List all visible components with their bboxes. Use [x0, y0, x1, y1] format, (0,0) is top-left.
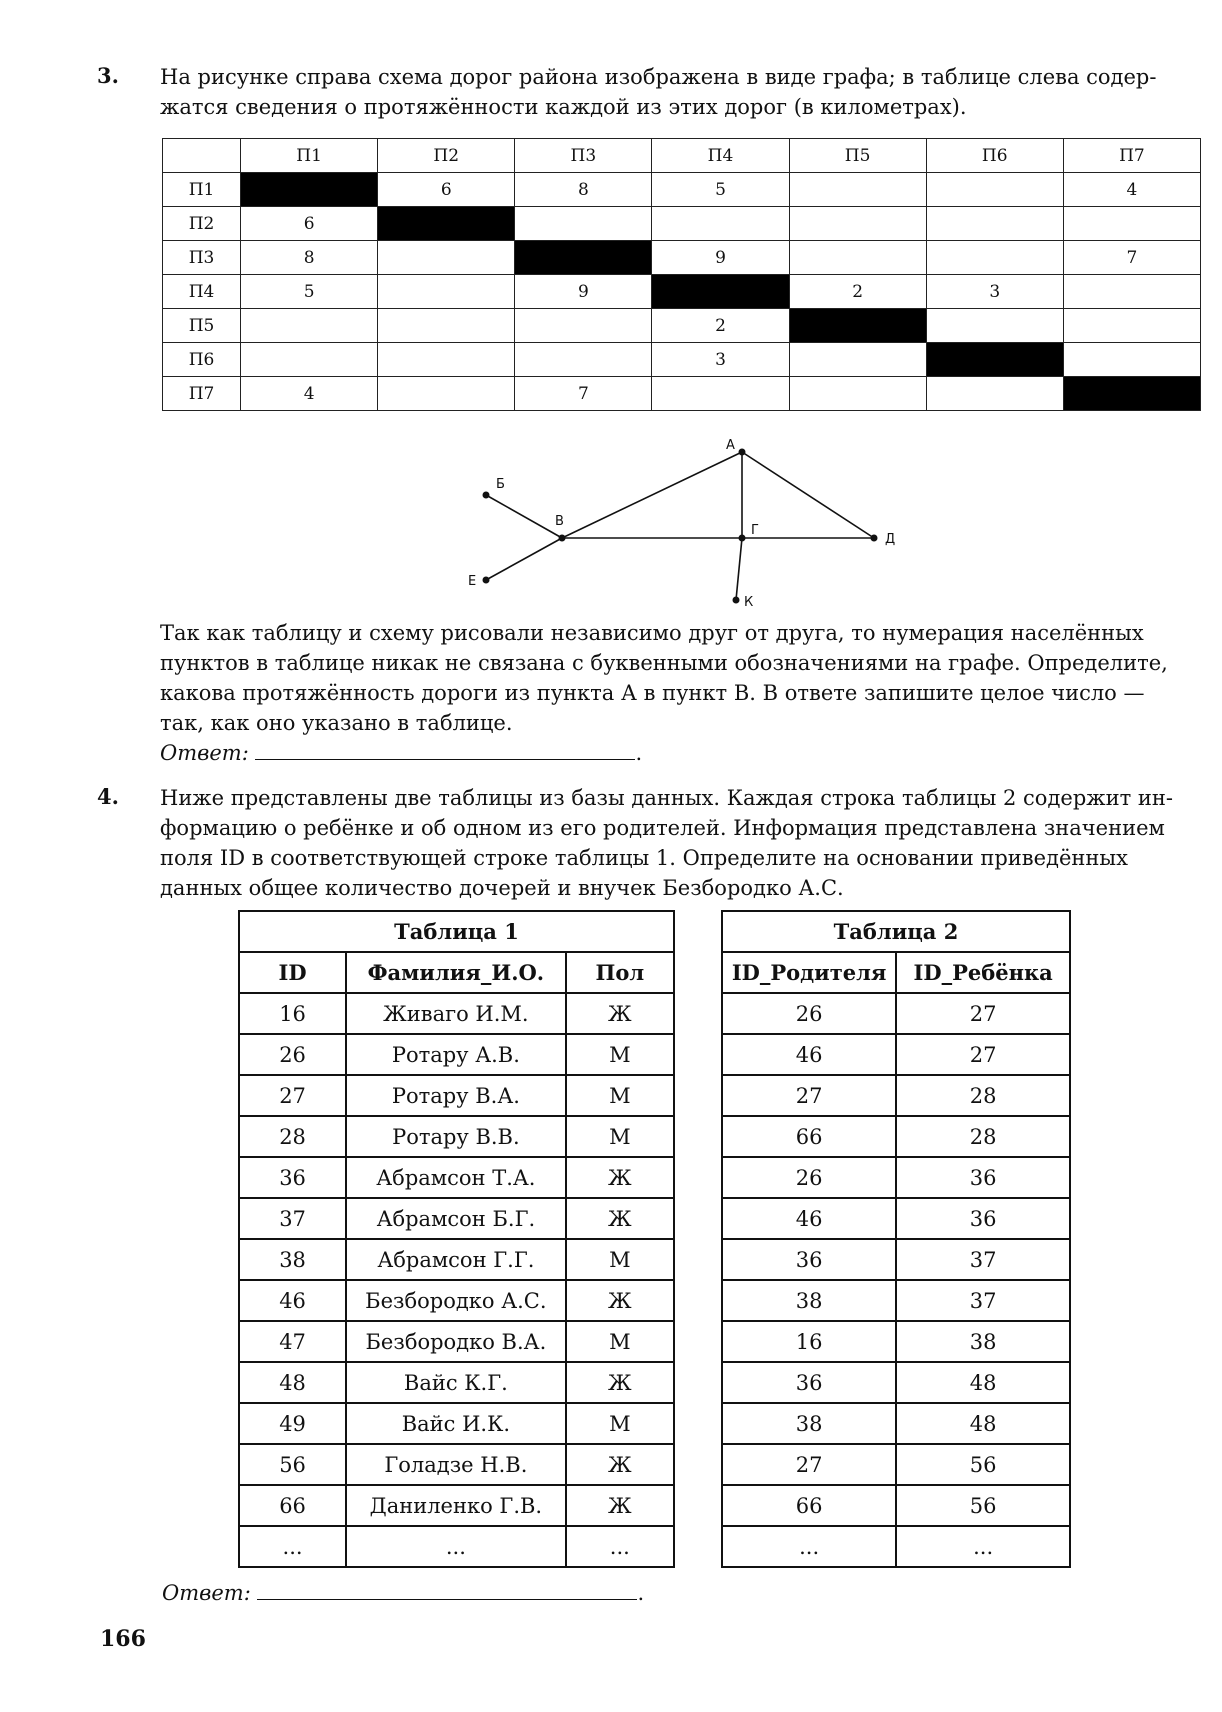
table2-cell: 56: [896, 1485, 1070, 1526]
distance-table-row: [163, 275, 1201, 309]
table-row: [239, 1157, 674, 1198]
distance-table-row: [163, 173, 1201, 207]
distance-table-cell: 6: [241, 207, 378, 241]
table1-cell: 37: [239, 1198, 346, 1239]
table1-cell: 49: [239, 1403, 346, 1444]
distance-table-diagonal-cell: [789, 309, 926, 343]
table1-cell: Безбородко В.А.: [346, 1321, 566, 1362]
table1-cell: Ротару В.В.: [346, 1116, 566, 1157]
node-G-label: Г: [751, 523, 759, 538]
edge-A-D: [742, 452, 874, 538]
distance-table-row-header: П1: [163, 173, 241, 207]
distance-table-row: [163, 207, 1201, 241]
distance-table-row-header: П3: [163, 241, 241, 275]
node-K-label: К: [744, 595, 754, 610]
node-E-label: Е: [468, 574, 477, 589]
distance-table-cell: [789, 343, 926, 377]
table1-cell: Абрамсон Б.Г.: [346, 1198, 566, 1239]
task4-answer: Ответ: .: [162, 1581, 645, 1605]
task4-intro-line: данных общее количество дочерей и внучек Безбородко А.С.: [160, 876, 844, 900]
distance-table-diagonal-cell: [926, 343, 1063, 377]
distance-table-cell: 5: [241, 275, 378, 309]
node-A: [739, 449, 746, 456]
table1-cell: Вайс К.Г.: [346, 1362, 566, 1403]
table-row: [722, 1157, 1070, 1198]
table2-col-header: ID_Ребёнка: [896, 952, 1070, 993]
table1-cell: Безбородко А.С.: [346, 1280, 566, 1321]
distance-table-row-header: П4: [163, 275, 241, 309]
table2-cell: ...: [896, 1526, 1070, 1567]
distance-table-cell: [515, 343, 652, 377]
table1-cell: Вайс И.К.: [346, 1403, 566, 1444]
table-row: [239, 1239, 674, 1280]
table1-cell: М: [566, 1321, 674, 1362]
table1-header-row: [239, 952, 674, 993]
edge-B-V: [486, 495, 562, 538]
table2-cell: 28: [896, 1075, 1070, 1116]
table1-cell: 66: [239, 1485, 346, 1526]
task3-question-line: так, как оно указано в таблице.: [160, 711, 513, 735]
table1: [238, 910, 675, 1568]
table1-cell: Ж: [566, 1280, 674, 1321]
table2-cell: 27: [722, 1075, 896, 1116]
table1-cell: Абрамсон Г.Г.: [346, 1239, 566, 1280]
table2-cell: 48: [896, 1403, 1070, 1444]
distance-table-col-header: П7: [1063, 139, 1200, 173]
table1-cell: Голадзе Н.В.: [346, 1444, 566, 1485]
table-row: [722, 993, 1070, 1034]
distance-table: [162, 138, 1201, 411]
node-A-label: А: [726, 438, 735, 453]
task4-number: 4.: [97, 784, 119, 809]
table1-col-header: Пол: [566, 952, 674, 993]
table-row: [239, 993, 674, 1034]
distance-table-row: [163, 309, 1201, 343]
table2-cell: 56: [896, 1444, 1070, 1485]
distance-table-row: [163, 377, 1201, 411]
task3-intro-line: На рисунке справа схема дорог района изображена в виде графа; в таблице слева содер-: [160, 65, 1157, 89]
distance-table-cell: [652, 207, 789, 241]
road-graph: [440, 430, 920, 610]
table1-cell: Абрамсон Т.А.: [346, 1157, 566, 1198]
table1-cell: Ж: [566, 993, 674, 1034]
distance-table-corner: [163, 139, 241, 173]
distance-table-col-header: П1: [241, 139, 378, 173]
table1-cell: 38: [239, 1239, 346, 1280]
table2-cell: 46: [722, 1034, 896, 1075]
distance-table-cell: 3: [926, 275, 1063, 309]
distance-table-col-header: П5: [789, 139, 926, 173]
table1-cell: Ж: [566, 1198, 674, 1239]
table1-cell: ...: [239, 1526, 346, 1567]
distance-table-cell: 4: [1063, 173, 1200, 207]
distance-table-cell: [515, 309, 652, 343]
task3-intro-line: жатся сведения о протяжённости каждой из этих дорог (в километрах).: [160, 95, 967, 119]
table2-cell: 36: [722, 1362, 896, 1403]
table-row: [722, 1403, 1070, 1444]
distance-table-diagonal-cell: [1063, 377, 1200, 411]
distance-table-cell: 9: [515, 275, 652, 309]
distance-table-cell: [378, 241, 515, 275]
distance-table-cell: 5: [652, 173, 789, 207]
distance-table-cell: 7: [1063, 241, 1200, 275]
distance-table-diagonal-cell: [515, 241, 652, 275]
node-V: [559, 535, 566, 542]
table-row: [722, 1198, 1070, 1239]
table2-cell: 36: [896, 1157, 1070, 1198]
table2-cell: 66: [722, 1116, 896, 1157]
node-D: [871, 535, 878, 542]
distance-table-diagonal-cell: [652, 275, 789, 309]
table-row: [722, 1444, 1070, 1485]
table-row: [239, 1198, 674, 1239]
task4-intro-line: поля ID в соответствующей строке таблицы 1. Определите на основании приведённых: [160, 846, 1128, 870]
distance-table-cell: 6: [378, 173, 515, 207]
table2-header-row: [722, 952, 1070, 993]
node-E: [483, 577, 490, 584]
table2-cell: 36: [722, 1239, 896, 1280]
node-D-label: Д: [885, 532, 896, 547]
table-row: [239, 1403, 674, 1444]
task3-question-line: какова протяжённость дороги из пункта А в пункт В. В ответе запишите целое число —: [160, 681, 1145, 705]
table2-cell: 38: [722, 1403, 896, 1444]
edge-A-V: [562, 452, 742, 538]
distance-table-cell: [789, 173, 926, 207]
distance-table-cell: 2: [789, 275, 926, 309]
table1-cell: Ротару А.В.: [346, 1034, 566, 1075]
table1-cell: 26: [239, 1034, 346, 1075]
table1-cell: 47: [239, 1321, 346, 1362]
distance-table-col-header: П4: [652, 139, 789, 173]
task3-question-line: пунктов в таблице никак не связана с буквенными обозначениями на графе. Определите,: [160, 651, 1168, 675]
table1-title: Таблица 1: [239, 911, 674, 952]
table1-cell: 48: [239, 1362, 346, 1403]
table1-cell: Ротару В.А.: [346, 1075, 566, 1116]
distance-table-cell: 8: [515, 173, 652, 207]
distance-table-cell: [926, 207, 1063, 241]
table-row: [722, 1280, 1070, 1321]
table1-cell: Даниленко Г.В.: [346, 1485, 566, 1526]
table2-cell: 37: [896, 1280, 1070, 1321]
distance-table-cell: [1063, 343, 1200, 377]
distance-table-row-header: П5: [163, 309, 241, 343]
table-row: [239, 1485, 674, 1526]
task4-intro-line: формацию о ребёнке и об одном из его родителей. Информация представлена значением: [160, 816, 1165, 840]
distance-table-col-header: П6: [926, 139, 1063, 173]
table1-cell: 36: [239, 1157, 346, 1198]
distance-table-cell: [926, 309, 1063, 343]
table-row: [239, 1321, 674, 1362]
distance-table-diagonal-cell: [378, 207, 515, 241]
task4-intro-line: Ниже представлены две таблицы из базы данных. Каждая строка таблицы 2 содержит ин-: [160, 786, 1173, 810]
distance-table-row-header: П2: [163, 207, 241, 241]
table-row: [722, 1321, 1070, 1362]
table1-cell: ...: [346, 1526, 566, 1567]
table2-cell: 38: [896, 1321, 1070, 1362]
table1-cell: М: [566, 1075, 674, 1116]
task3-answer: Ответ: .: [160, 741, 643, 765]
table2-cell: 27: [896, 1034, 1070, 1075]
table1-cell: М: [566, 1116, 674, 1157]
table-row: [239, 1444, 674, 1485]
table2-title: Таблица 2: [722, 911, 1070, 952]
table2-cell: 36: [896, 1198, 1070, 1239]
table2-cell: 27: [722, 1444, 896, 1485]
table-row: [722, 1485, 1070, 1526]
distance-table-cell: 7: [515, 377, 652, 411]
table1-cell: 56: [239, 1444, 346, 1485]
distance-table-cell: [789, 241, 926, 275]
distance-table-cell: 3: [652, 343, 789, 377]
distance-table-header-row: [163, 139, 1201, 173]
distance-table-cell: [378, 343, 515, 377]
table1-cell: М: [566, 1239, 674, 1280]
edge-E-V: [486, 538, 562, 580]
distance-table-row-header: П6: [163, 343, 241, 377]
task3-intro: [160, 62, 1200, 122]
table-row: [722, 1526, 1070, 1567]
table2-cell: 16: [722, 1321, 896, 1362]
node-B-label: Б: [496, 477, 505, 492]
page-number: 166: [100, 1626, 146, 1652]
table-row: [722, 1362, 1070, 1403]
table2-cell: 26: [722, 1157, 896, 1198]
task3-number: 3.: [97, 63, 119, 88]
distance-table-cell: [1063, 309, 1200, 343]
answer-label: Ответ:: [162, 1581, 251, 1605]
node-G: [739, 535, 746, 542]
table1-cell: Ж: [566, 1362, 674, 1403]
table2-cell: 26: [722, 993, 896, 1034]
distance-table-row: [163, 343, 1201, 377]
node-B: [483, 492, 490, 499]
table1-cell: М: [566, 1034, 674, 1075]
table2-cell: 46: [722, 1198, 896, 1239]
distance-table-cell: [515, 207, 652, 241]
distance-table-cell: [1063, 207, 1200, 241]
task3-question-line: Так как таблицу и схему рисовали независимо друг от друга, то нумерация населённых: [160, 621, 1144, 645]
table-row: [239, 1034, 674, 1075]
table-row: [239, 1116, 674, 1157]
distance-table-diagonal-cell: [241, 173, 378, 207]
table1-cell: 16: [239, 993, 346, 1034]
table2-col-header: ID_Родителя: [722, 952, 896, 993]
table2: [721, 910, 1071, 1568]
table-row: [239, 1075, 674, 1116]
distance-table-cell: 4: [241, 377, 378, 411]
table1-cell: 46: [239, 1280, 346, 1321]
table2-cell: 27: [896, 993, 1070, 1034]
table1-cell: 28: [239, 1116, 346, 1157]
task3-question: [160, 618, 1200, 738]
table-row: [239, 1526, 674, 1567]
table1-cell: М: [566, 1403, 674, 1444]
table1-col-header: ID: [239, 952, 346, 993]
distance-table-cell: 8: [241, 241, 378, 275]
table2-cell: 28: [896, 1116, 1070, 1157]
table2-cell: 37: [896, 1239, 1070, 1280]
distance-table-cell: [1063, 275, 1200, 309]
edge-G-K: [736, 538, 742, 600]
table2-cell: 48: [896, 1362, 1070, 1403]
distance-table-cell: [378, 377, 515, 411]
answer-field[interactable]: [255, 741, 635, 760]
distance-table-cell: [789, 377, 926, 411]
distance-table-cell: [652, 377, 789, 411]
distance-table-col-header: П2: [378, 139, 515, 173]
task4-intro: [160, 783, 1200, 903]
table1-cell: Ж: [566, 1444, 674, 1485]
table1-cell: ...: [566, 1526, 674, 1567]
distance-table-cell: [926, 377, 1063, 411]
table1-col-header: Фамилия_И.О.: [346, 952, 566, 993]
distance-table-cell: [789, 207, 926, 241]
table2-cell: 66: [722, 1485, 896, 1526]
distance-table-col-header: П3: [515, 139, 652, 173]
distance-table-cell: [378, 275, 515, 309]
table-row: [239, 1280, 674, 1321]
distance-table-row-header: П7: [163, 377, 241, 411]
distance-table-cell: 9: [652, 241, 789, 275]
table-row: [239, 1362, 674, 1403]
table1-cell: Ж: [566, 1485, 674, 1526]
answer-label: Ответ:: [160, 741, 249, 765]
distance-table-row: [163, 241, 1201, 275]
distance-table-cell: [926, 241, 1063, 275]
table1-cell: 27: [239, 1075, 346, 1116]
distance-table-cell: [241, 309, 378, 343]
distance-table-cell: [926, 173, 1063, 207]
answer-field[interactable]: [257, 1581, 637, 1600]
distance-table-cell: [378, 309, 515, 343]
table-row: [722, 1075, 1070, 1116]
distance-table-cell: 2: [652, 309, 789, 343]
table-row: [722, 1116, 1070, 1157]
table2-cell: ...: [722, 1526, 896, 1567]
table-row: [722, 1034, 1070, 1075]
node-K: [733, 597, 740, 604]
distance-table-cell: [241, 343, 378, 377]
table1-cell: Ж: [566, 1157, 674, 1198]
table-row: [722, 1239, 1070, 1280]
table2-cell: 38: [722, 1280, 896, 1321]
table1-cell: Живаго И.М.: [346, 993, 566, 1034]
node-V-label: В: [555, 514, 564, 529]
